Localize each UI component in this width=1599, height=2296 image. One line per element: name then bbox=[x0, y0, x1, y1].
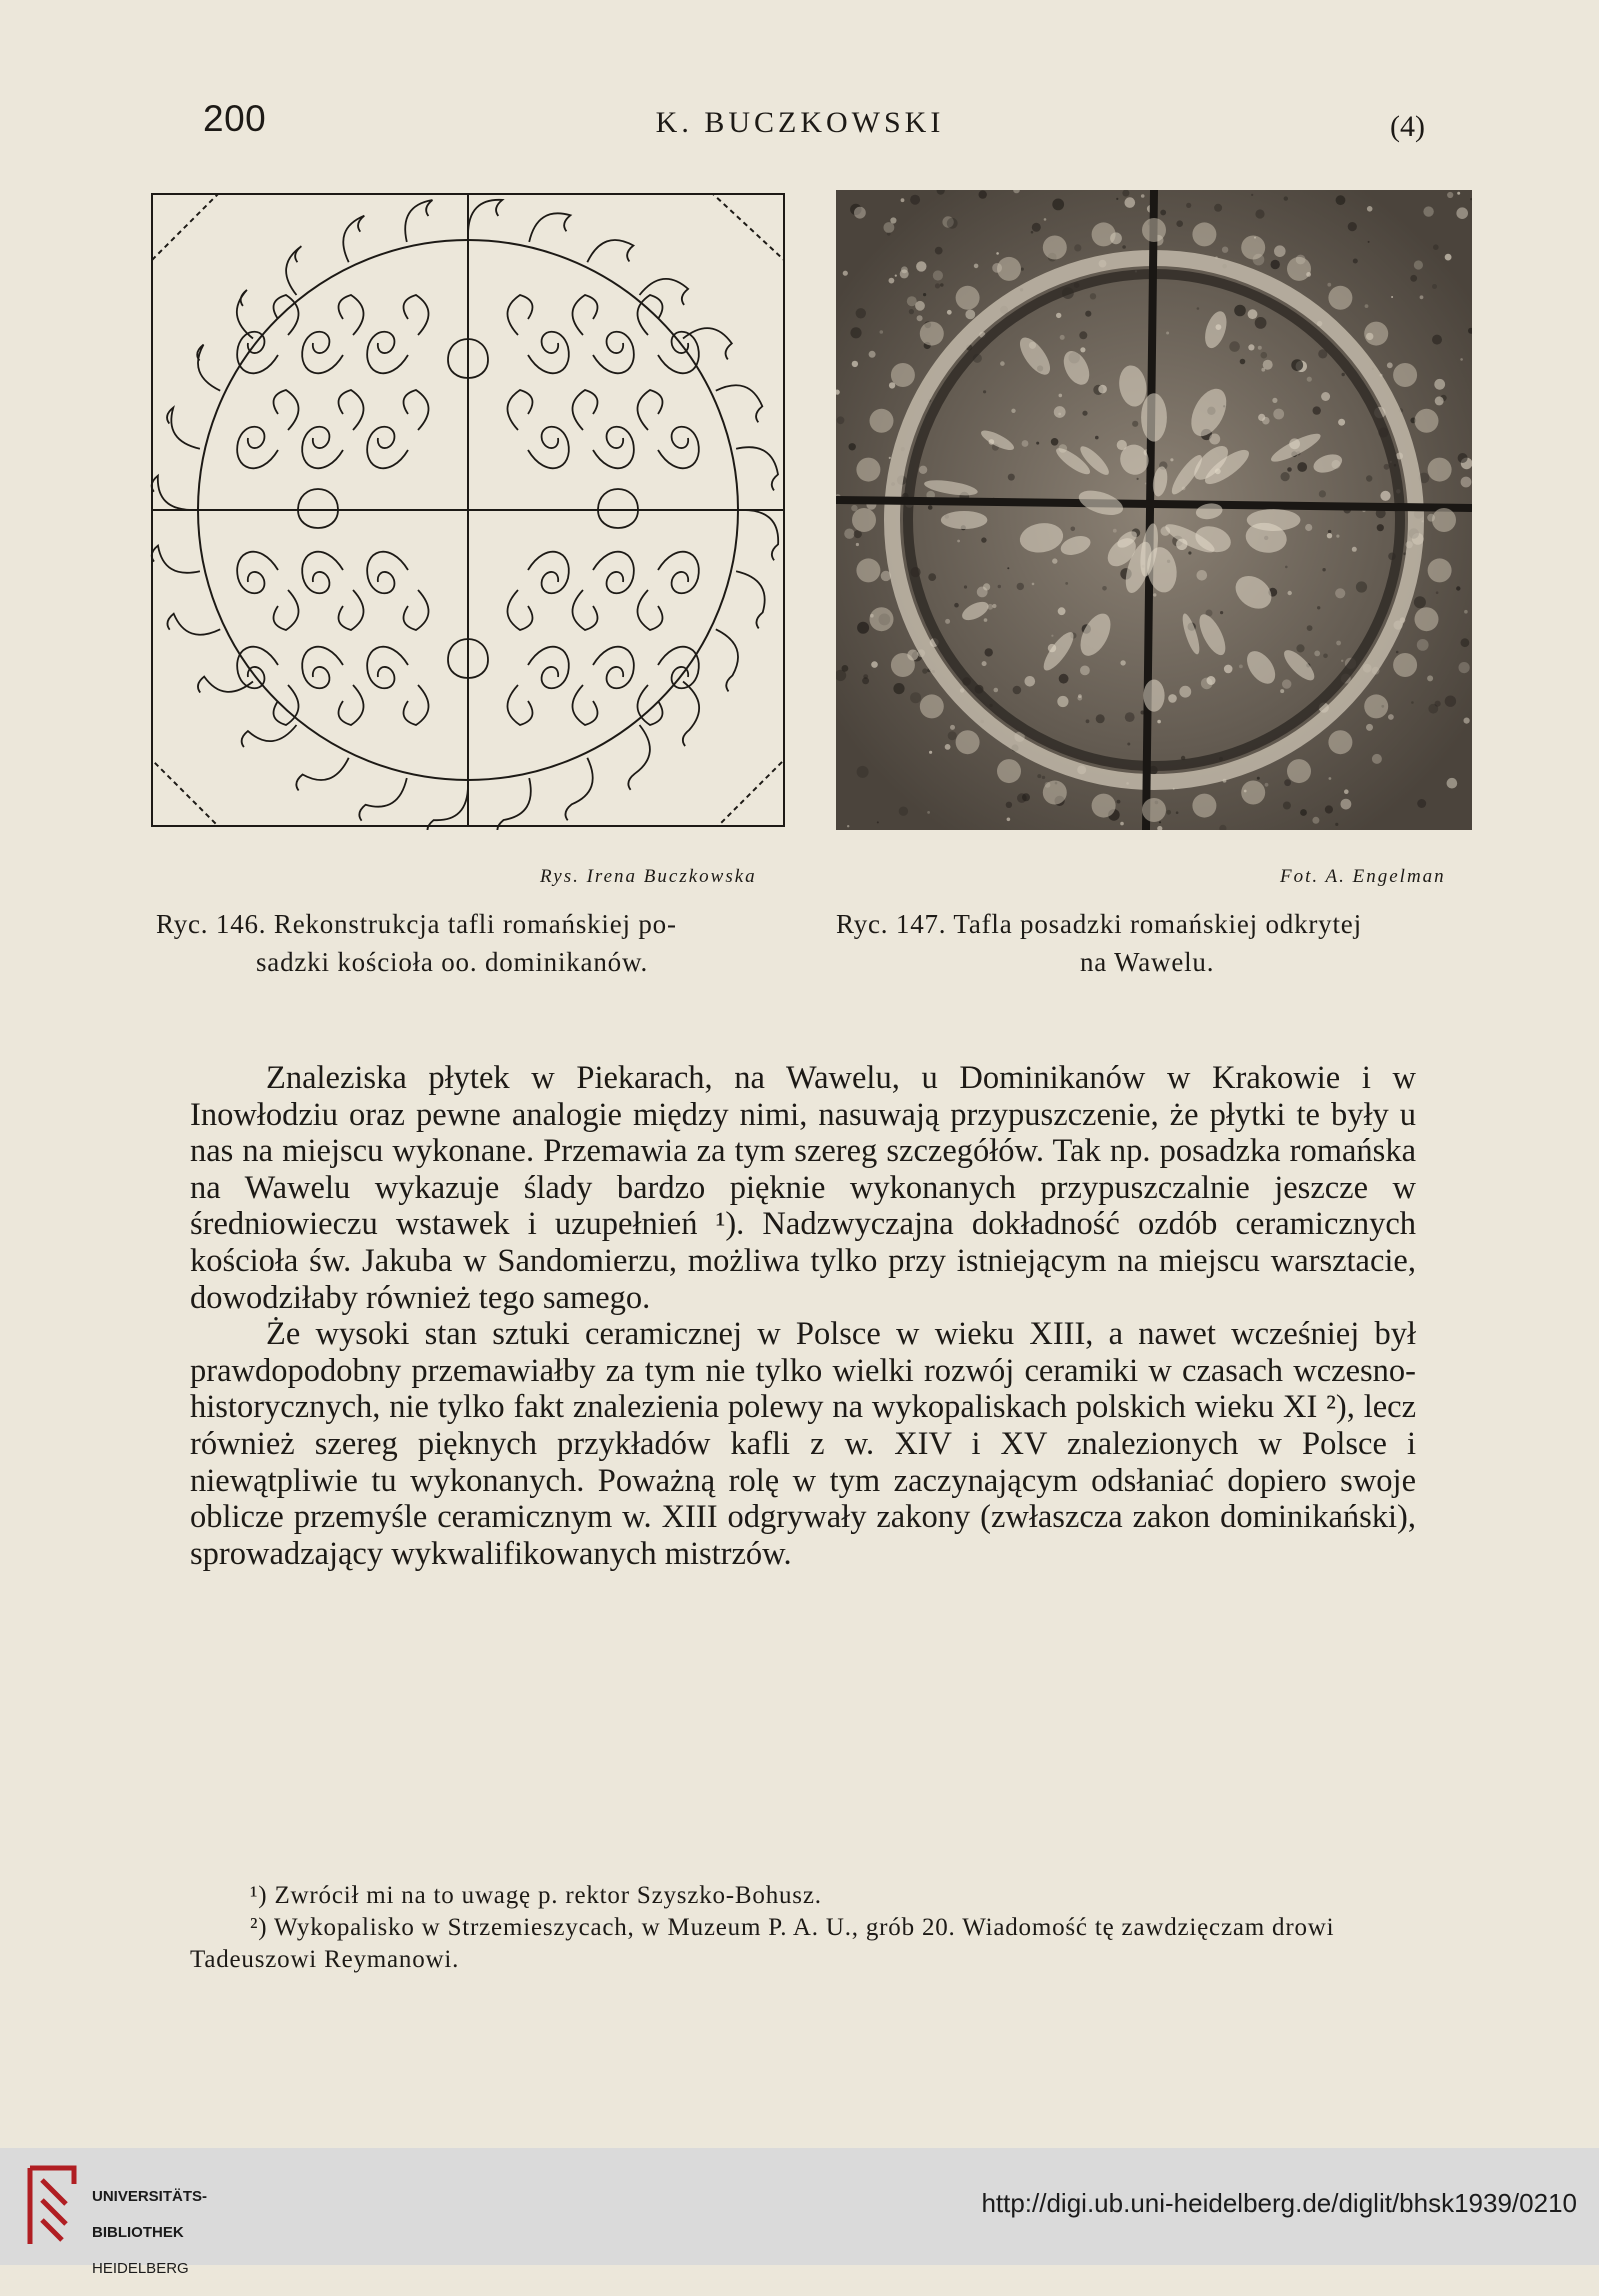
page-number: 200 bbox=[203, 98, 267, 139]
library-name bbox=[92, 2170, 207, 2296]
section-mark: (4) bbox=[1390, 110, 1425, 143]
library-name-line3: HEIDELBERG bbox=[92, 2260, 189, 2277]
library-name-line1: UNIVERSITÄTS- bbox=[92, 2188, 208, 2205]
library-logo-icon bbox=[22, 2162, 82, 2250]
body-text bbox=[190, 1060, 1416, 1572]
figure-147-photo bbox=[836, 190, 1472, 830]
body-paragraph-2: Że wysoki stan sztuki ceramicznej w Polsce w wieku XIII, a nawet wcześniej był prawdopodobny przemawiałby za tym nie tylko wielki rozwój ceramiki w czasach wczesno-historycznych, nie tylko fakt znalezienia polewy na wykopaliskach polskich wieku XI ²), lecz również szereg pięknych przykładów kafli z w. XIV i XV znalezionych w Polsce i niewątpliwie tu wykonanych. Poważną rolę w tym zaczynającym odsłaniać dopiero swoje oblicze przemyśle ceramicznym w. XIII odgrywały zakony (zwłaszcza zakon dominikański), sprowadzający wykwalifikowanych mistrzów. bbox=[190, 1316, 1416, 1572]
footnote-2: ²) Wykopalisko w Strzemieszycach, w Muzeum P. A. U., grób 20. Wiadomość tę zawdzięczam drowi Tadeuszowi Reymanowi. bbox=[190, 1914, 1335, 1973]
figure-147-caption-line1: Ryc. 147. Tafla posadzki romańskiej odkrytej bbox=[836, 909, 1362, 939]
footnotes bbox=[190, 1880, 1416, 1976]
figure-147-credit: Fot. A. Engelman bbox=[1280, 866, 1446, 887]
figure-147-caption-line2: na Wawelu. bbox=[1080, 947, 1215, 977]
figure-146-caption-line1: Ryc. 146. Rekonstrukcja tafli romańskiej po- bbox=[156, 909, 677, 939]
figure-146-credit: Rys. Irena Buczkowska bbox=[540, 866, 757, 887]
figure-146-caption bbox=[156, 905, 786, 981]
figure-146-drawing bbox=[148, 190, 788, 830]
running-head: K. BUCZKOWSKI bbox=[655, 106, 945, 139]
figure-146-caption-line2: sadzki kościoła oo. dominikanów. bbox=[256, 947, 649, 977]
figure-147-caption bbox=[836, 905, 1466, 981]
footnote-1: ¹) Zwrócił mi na to uwagę p. rektor Szyszko-Bohusz. bbox=[250, 1882, 822, 1909]
library-footer-bar bbox=[0, 2148, 1599, 2277]
library-url-link[interactable]: http://digi.ub.uni-heidelberg.de/diglit/bhsk1939/0210 bbox=[981, 2188, 1577, 2218]
library-name-line2: BIBLIOTHEK bbox=[92, 2224, 184, 2241]
body-paragraph-1: Znaleziska płytek w Piekarach, na Wawelu, u Dominikanów w Krakowie i w Inowłodziu oraz pewne analogie między nimi, nasuwają przypuszczenie, że płytki te były u nas na miejscu wykonane. Przemawia za tym szereg szczegółów. Tak np. posadzka romańska na Wawelu wykazuje ślady bardzo pięknie wykonanych przypuszczalnie jeszcze w średniowieczu wstawek i uzupełnień ¹). Nadzwyczajna dokładność ozdób ceramicznych kościoła św. Jakuba w Sandomierzu, możliwa tylko przy istniejącym na miejscu warsztacie, dowodziłaby również tego samego. bbox=[190, 1060, 1416, 1316]
